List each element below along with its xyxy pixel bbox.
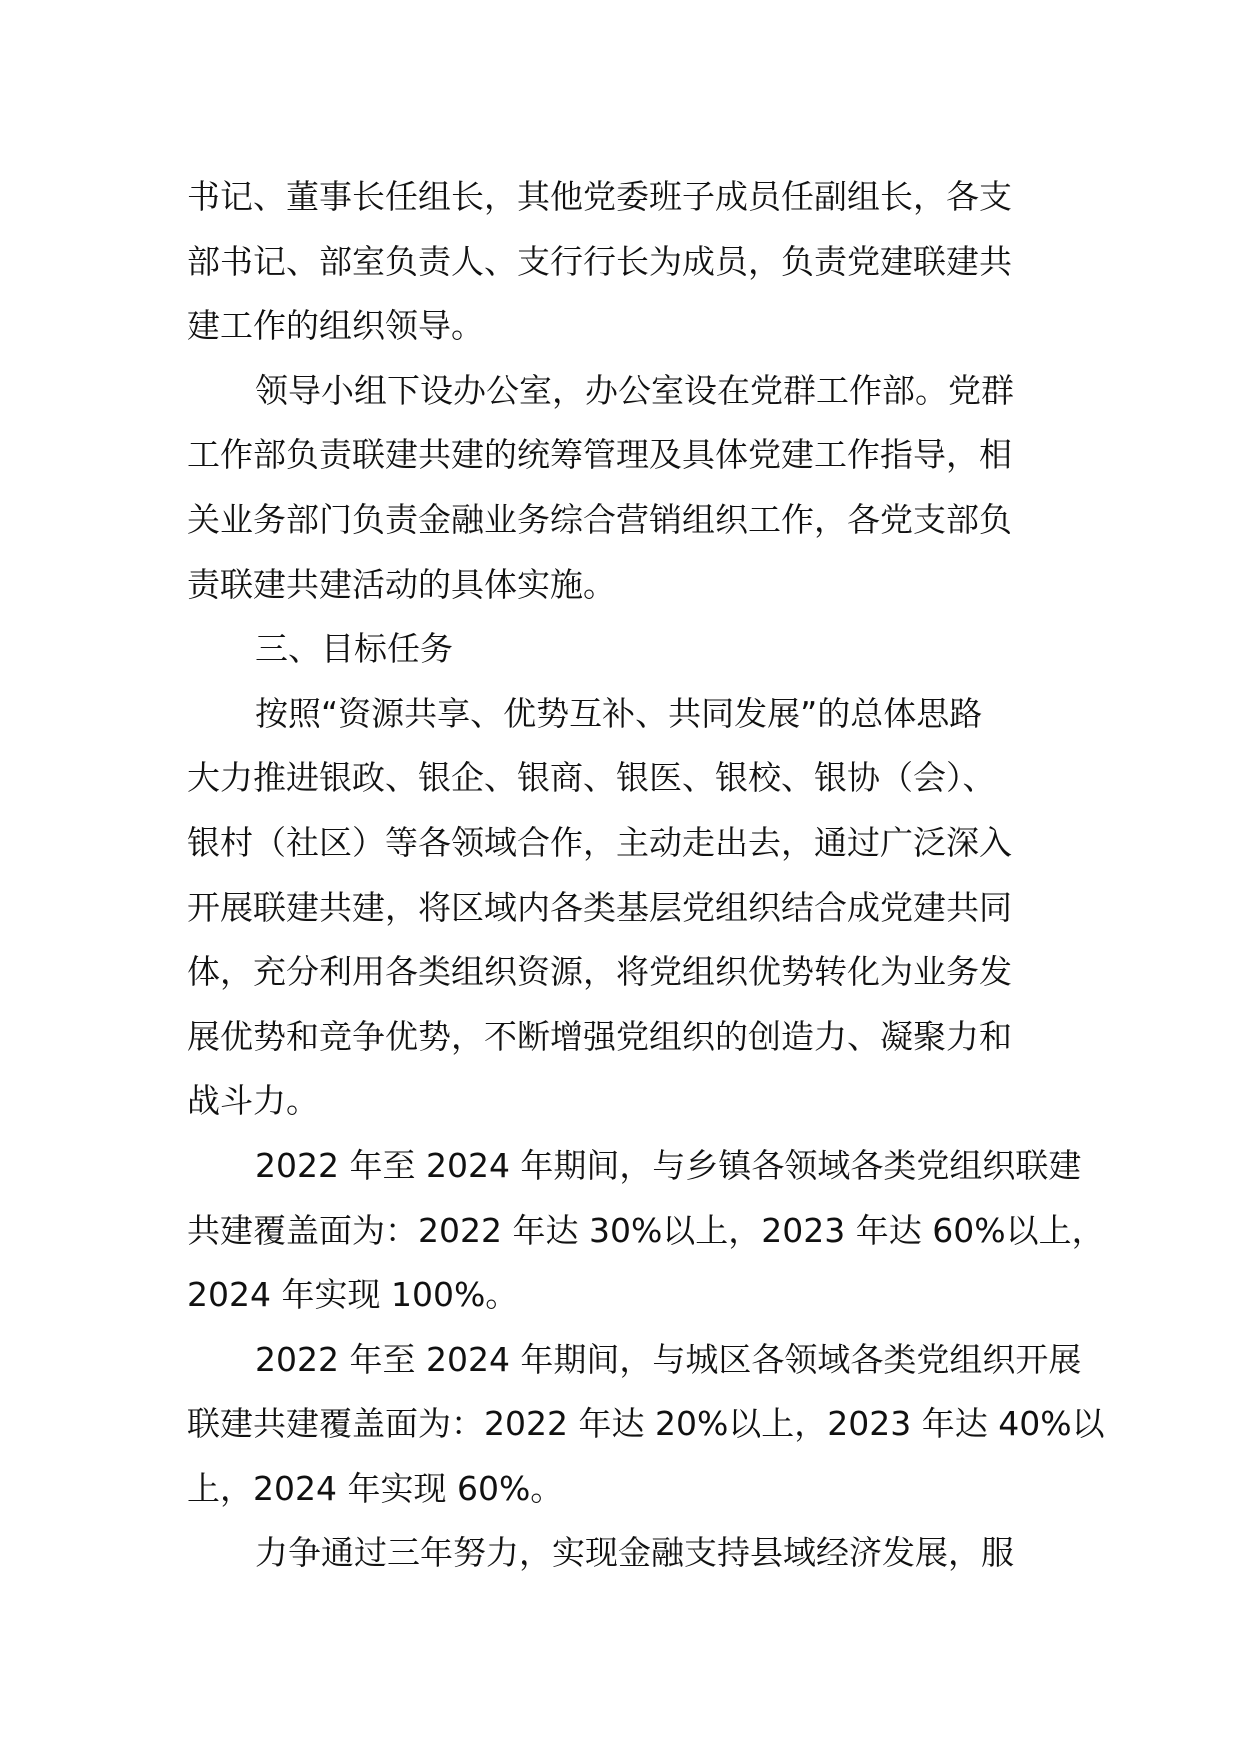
- section-heading: 三、目标任务: [255, 629, 453, 669]
- text-line: 战斗力。: [187, 1081, 319, 1121]
- text-line: 书记、董事长任组长，其他党委班子成员任副组长，各支: [187, 177, 1012, 216]
- paragraph-first-line: 领导小组下设办公室，办公室设在党群工作部。党群: [255, 370, 1014, 410]
- text-line: 建工作的组织领导。: [187, 306, 484, 346]
- text-line: 上，2024 年实现 60%。: [187, 1468, 564, 1508]
- text-line: 体，充分利用各类组织资源，将党组织优势转化为业务发: [187, 952, 1012, 992]
- text-line: 责联建共建活动的具体实施。: [187, 564, 616, 604]
- text-line: 开展联建共建，将区域内各类基层党组织结合成党建共同: [187, 887, 1012, 927]
- document-body: [187, 165, 1105, 1586]
- paragraph-first-line: 按照“资源共享、优势互补、共同发展”的总体思路: [255, 693, 983, 733]
- text-line: 2024 年实现 100%。: [187, 1275, 519, 1315]
- text-line: 大力推进银政、银企、银商、银医、银校、银协（会）、: [187, 758, 996, 798]
- paragraph-first-line: 力争通过三年努力，实现金融支持县域经济发展，服: [255, 1533, 1014, 1573]
- text-line: 部书记、部室负责人、支行行长为成员，负责党建联建共: [187, 241, 1012, 281]
- text-line: 银村（社区）等各领域合作，主动走出去，通过广泛深入: [187, 822, 1012, 862]
- paragraph-first-line: 2022 年至 2024 年期间，与乡镇各领域各类党组织联建: [255, 1145, 1082, 1185]
- text-line: 共建覆盖面为：2022 年达 30%以上，2023 年达 60%以上，: [187, 1210, 1105, 1250]
- paragraph-first-line: 2022 年至 2024 年期间，与城区各领域各类党组织开展: [255, 1339, 1082, 1379]
- text-line: 关业务部门负责金融业务综合营销组织工作，各党支部负: [187, 499, 1012, 539]
- text-line: 工作部负责联建共建的统筹管理及具体党建工作指导，相: [187, 435, 1012, 475]
- text-line: 联建共建覆盖面为：2022 年达 20%以上，2023 年达 40%以: [187, 1404, 1105, 1444]
- text-line: 展优势和竞争优势，不断增强党组织的创造力、凝聚力和: [187, 1016, 1012, 1056]
